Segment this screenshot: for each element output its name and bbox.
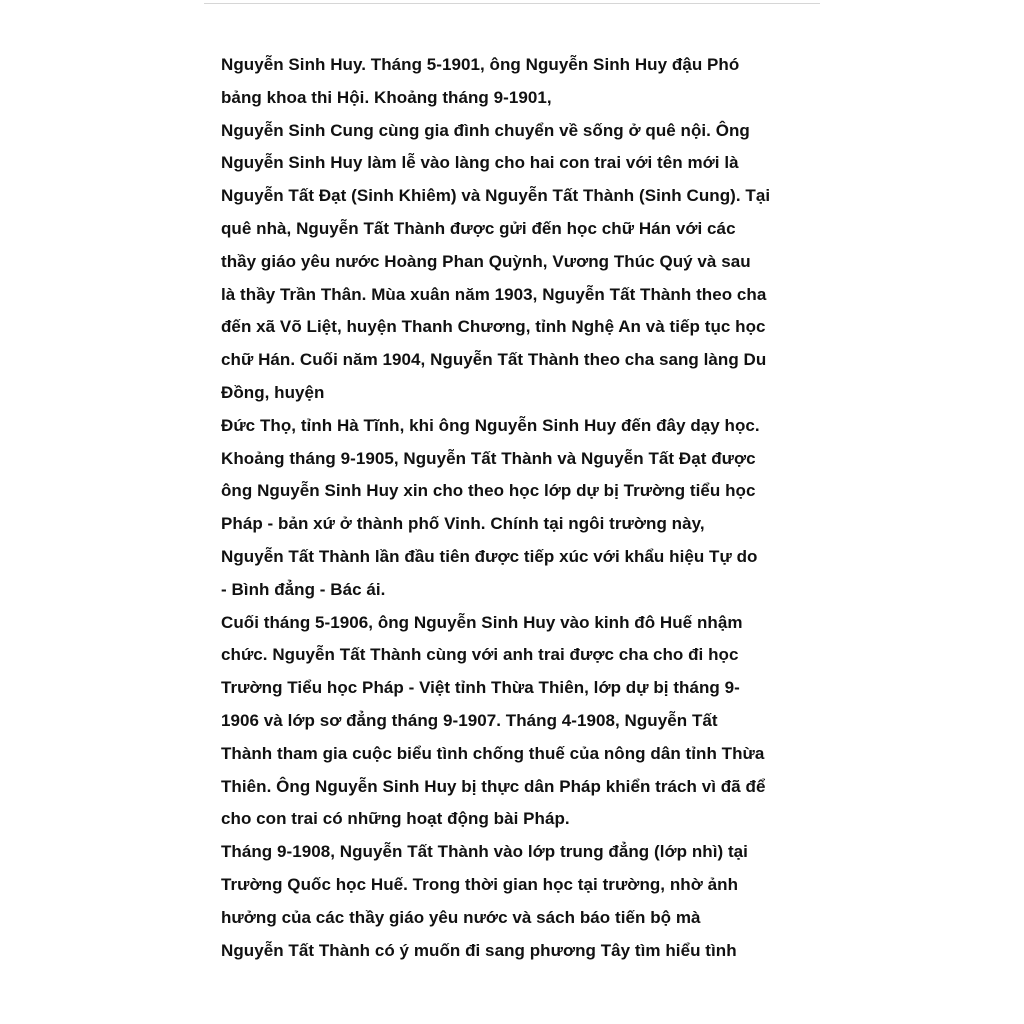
text-line: Trường Tiểu học Pháp - Việt tỉnh Thừa Thiên, lớp dự bị tháng 9- [221,678,740,698]
text-line: Nguyễn Tất Thành có ý muốn đi sang phương Tây tìm hiểu tình [221,940,737,960]
text-line: chữ Hán. Cuối năm 1904, Nguyễn Tất Thành theo cha sang làng Du [221,350,767,370]
text-line: Đức Thọ, tỉnh Hà Tĩnh, khi ông Nguyễn Sinh Huy đến đây dạy học. [221,415,760,435]
text-line: Khoảng tháng 9-1905, Nguyễn Tất Thành và Nguyễn Tất Đạt được [221,448,756,468]
text-line: Pháp - bản xứ ở thành phố Vinh. Chính tại ngôi trường này, [221,514,705,534]
top-divider [204,3,820,4]
text-line: Nguyễn Sinh Cung cùng gia đình chuyển về sống ở quê nội. Ông [221,120,750,140]
text-line: hưởng của các thầy giáo yêu nước và sách báo tiến bộ mà [221,907,701,927]
text-line: Nguyễn Sinh Huy làm lễ vào làng cho hai con trai với tên mới là [221,153,739,173]
text-line: Cuối tháng 5-1906, ông Nguyễn Sinh Huy vào kinh đô Huế nhậm [221,612,743,632]
text-line: Trường Quốc học Huế. Trong thời gian học tại trường, nhờ ảnh [221,874,739,894]
text-line: Thành tham gia cuộc biểu tình chống thuế của nông dân tỉnh Thừa [221,743,765,763]
text-line: Thiên. Ông Nguyễn Sinh Huy bị thực dân Pháp khiển trách vì đã để [221,776,766,796]
text-line: chức. Nguyễn Tất Thành cùng với anh trai được cha cho đi học [221,645,739,665]
text-line: cho con trai có những hoạt động bài Pháp. [221,809,570,829]
text-line: - Bình đẳng - Bác ái. [221,579,386,599]
text-line: quê nhà, Nguyễn Tất Thành được gửi đến học chữ Hán với các [221,218,736,238]
text-line: Nguyễn Sinh Huy. Tháng 5-1901, ông Nguyễn Sinh Huy đậu Phó [221,55,740,74]
text-line: Đồng, huyện [221,382,325,402]
text-line: bảng khoa thi Hội. Khoảng tháng 9-1901, [221,87,552,107]
text-line: Tháng 9-1908, Nguyễn Tất Thành vào lớp trung đẳng (lớp nhì) tại [221,842,748,862]
document-body [221,49,821,967]
text-line: là thầy Trần Thân. Mùa xuân năm 1903, Nguyễn Tất Thành theo cha [221,284,767,304]
text-line: đến xã Võ Liệt, huyện Thanh Chương, tỉnh Nghệ An và tiếp tục học [221,317,766,337]
text-line: thầy giáo yêu nước Hoàng Phan Quỳnh, Vương Thúc Quý và sau [221,251,751,271]
text-line: Nguyễn Tất Đạt (Sinh Khiêm) và Nguyễn Tất Thành (Sinh Cung). Tại [221,186,771,206]
text-line: ông Nguyễn Sinh Huy xin cho theo học lớp dự bị Trường tiểu học [221,481,756,501]
text-line: Nguyễn Tất Thành lần đầu tiên được tiếp xúc với khẩu hiệu Tự do [221,546,758,566]
text-line: 1906 và lớp sơ đẳng tháng 9-1907. Tháng 4-1908, Nguyễn Tất [221,710,718,730]
